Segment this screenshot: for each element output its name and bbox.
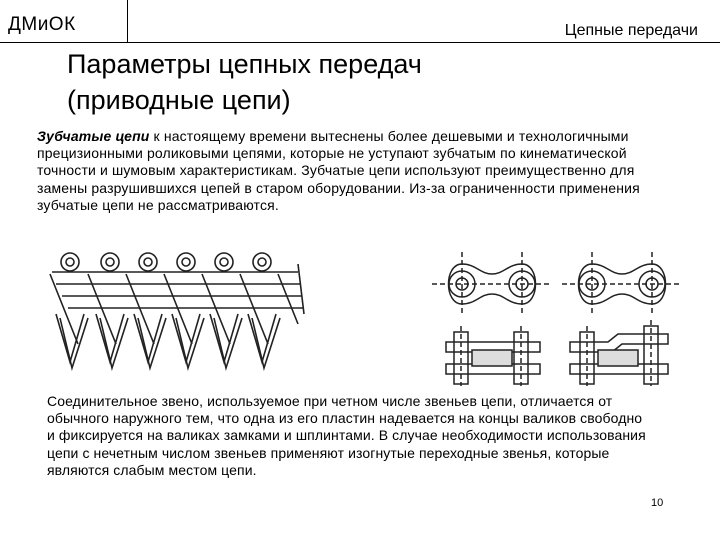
- header-divider-vertical: [127, 0, 128, 43]
- page-title-line2: (приводные цепи): [67, 85, 291, 115]
- connecting-link-drawings-icon: [432, 246, 702, 386]
- page-title: [67, 46, 422, 118]
- header-divider: [0, 42, 720, 43]
- paragraph-lead: Зубчатые цепи: [37, 128, 150, 144]
- header-right-label: Цепные передачи: [564, 22, 698, 39]
- header-left-label: ДМиОК: [8, 14, 76, 35]
- toothed-chain-drawing-icon: [48, 244, 306, 378]
- paragraph-connecting-link: Соединительное звено, используемое при четном числе звеньев цепи, отличается от обычного наружного тем, что одна из его пластин надевается на концы валиков свободно и фиксируется на валиках замками и шплинтами. В случае необходимости использования цепи с нечетным числом звеньев применяют изогнутые переходные звенья, которые являются слабым местом цепи.: [47, 393, 646, 478]
- toothed-chain-figure: [48, 244, 306, 383]
- paragraph-body: к настоящему времени вытеснены более дешевыми и технологичными прецизионными роликовыми цепями, которые не уступают зубчатым по кинематической точности и шумовым характеристикам. Зубчатые цепи используют преимущественно для замены разрушившихся цепей в старом оборудовании. Из-за ограниченности применения зубчатые цепи не рассматриваются.: [37, 128, 640, 213]
- connecting-link-figure: [432, 246, 702, 391]
- paragraph-toothed-chains: [37, 128, 647, 214]
- page-number: 10: [651, 497, 664, 509]
- page-title-line1: Параметры цепных передач: [67, 49, 422, 79]
